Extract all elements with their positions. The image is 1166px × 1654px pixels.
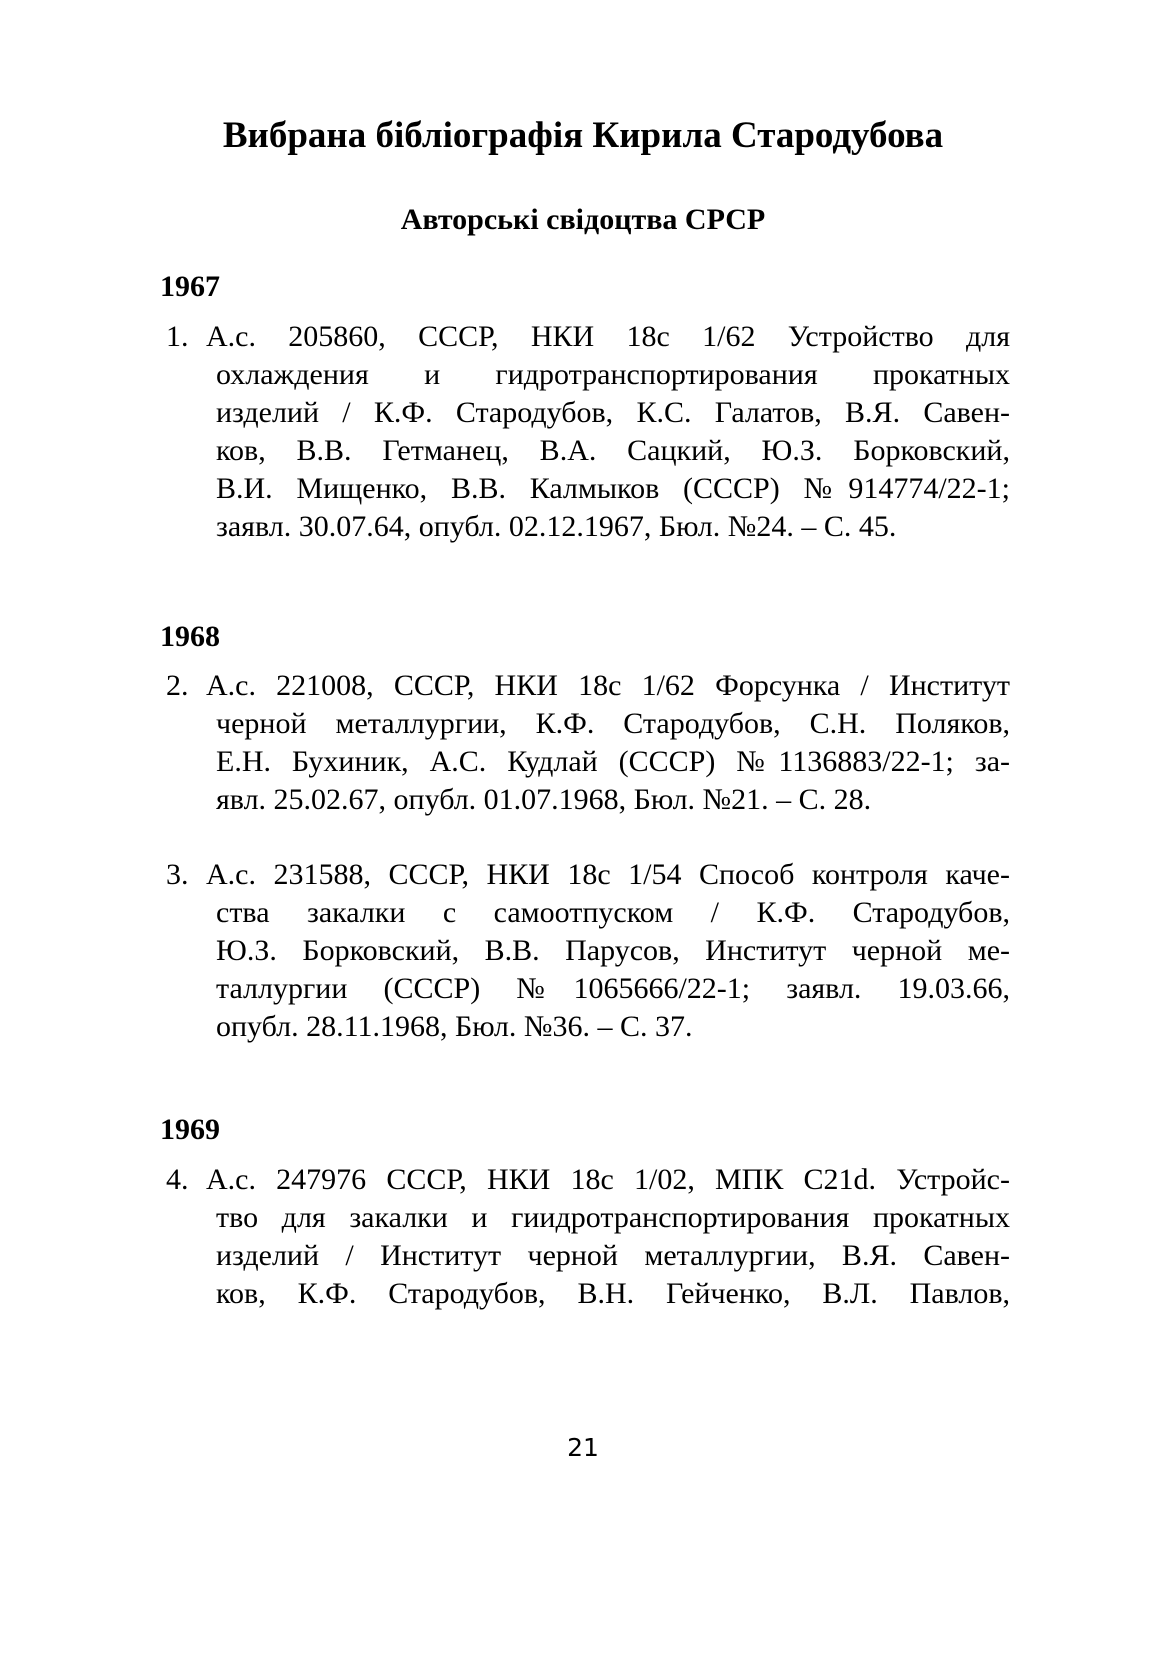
- entry-number: 3.: [166, 858, 189, 891]
- entry-line: А.с. 205860, СССР, НКИ 18с 1/62 Устройство для: [206, 320, 1010, 353]
- entry-line: черной металлургии, К.Ф. Стародубов, С.Н. Поляков,: [216, 707, 1010, 740]
- entry-number: 4.: [166, 1163, 189, 1196]
- year-heading-1968: 1968: [160, 620, 220, 653]
- year-heading-1969: 1969: [160, 1113, 220, 1146]
- entry-line: В.И. Мищенко, В.В. Калмыков (СССР) №914774/22-1;: [216, 472, 1010, 505]
- entry-text: [206, 1161, 1010, 1313]
- entry-number: 1.: [166, 320, 189, 353]
- entry-text: [206, 667, 1010, 819]
- entry-line: заявл. 30.07.64, опубл. 02.12.1967, Бюл. №24. – С. 45.: [216, 510, 897, 543]
- bibliography-entry-3: [166, 856, 1010, 1046]
- entry-line: Ю.З. Борковский, В.В. Парусов, Институт черной ме-: [216, 934, 1010, 967]
- entry-line: явл. 25.02.67, опубл. 01.07.1968, Бюл. №21. – С. 28.: [216, 783, 872, 816]
- entry-line: ков, В.В. Гетманец, В.А. Сацкий, Ю.З. Борковский,: [216, 434, 1010, 467]
- entry-text: [206, 856, 1010, 1046]
- entry-line: изделий / Институт черной металлургии, В.Я. Савен-: [216, 1239, 1010, 1272]
- bibliography-entry-4: [166, 1161, 1010, 1313]
- entry-line: ства закалки с самоотпуском / К.Ф. Стародубов,: [216, 896, 1010, 929]
- entry-line: таллургии (СССР) №1065666/22-1; заявл. 19.03.66,: [216, 972, 1010, 1005]
- page-number: 21: [567, 1433, 599, 1462]
- entry-line: А.с. 231588, СССР, НКИ 18с 1/54 Способ контроля каче-: [206, 858, 1010, 891]
- entry-number: 2.: [166, 669, 189, 702]
- bibliography-entry-1: [166, 318, 1010, 546]
- entry-text: [206, 318, 1010, 546]
- entry-line: охлаждения и гидротранспортирования прокатных: [216, 358, 1010, 391]
- entry-line: А.с. 221008, СССР, НКИ 18с 1/62 Форсунка / Институт: [206, 669, 1010, 702]
- entry-line: ков, К.Ф. Стародубов, В.Н. Гейченко, В.Л. Павлов,: [216, 1277, 1010, 1310]
- section-subtitle: Авторські свідоцтва СРСР: [400, 203, 766, 236]
- entry-line: А.с. 247976 СССР, НКИ 18с 1/02, МПК С21d. Устройс-: [206, 1163, 1010, 1196]
- entry-line: опубл. 28.11.1968, Бюл. №36. – С. 37.: [216, 1010, 693, 1043]
- bibliography-entry-2: [166, 667, 1010, 819]
- entry-line: изделий / К.Ф. Стародубов, К.С. Галатов, В.Я. Савен-: [216, 396, 1010, 429]
- year-heading-1967: 1967: [160, 270, 220, 303]
- entry-line: тво для закалки и гиидротранспортирования прокатных: [216, 1201, 1010, 1234]
- page-title: Вибрана бібліографія Кирила Стародубова: [222, 115, 944, 156]
- entry-line: Е.Н. Бухиник, А.С. Кудлай (СССР) №1136883/22-1; за-: [216, 745, 1010, 778]
